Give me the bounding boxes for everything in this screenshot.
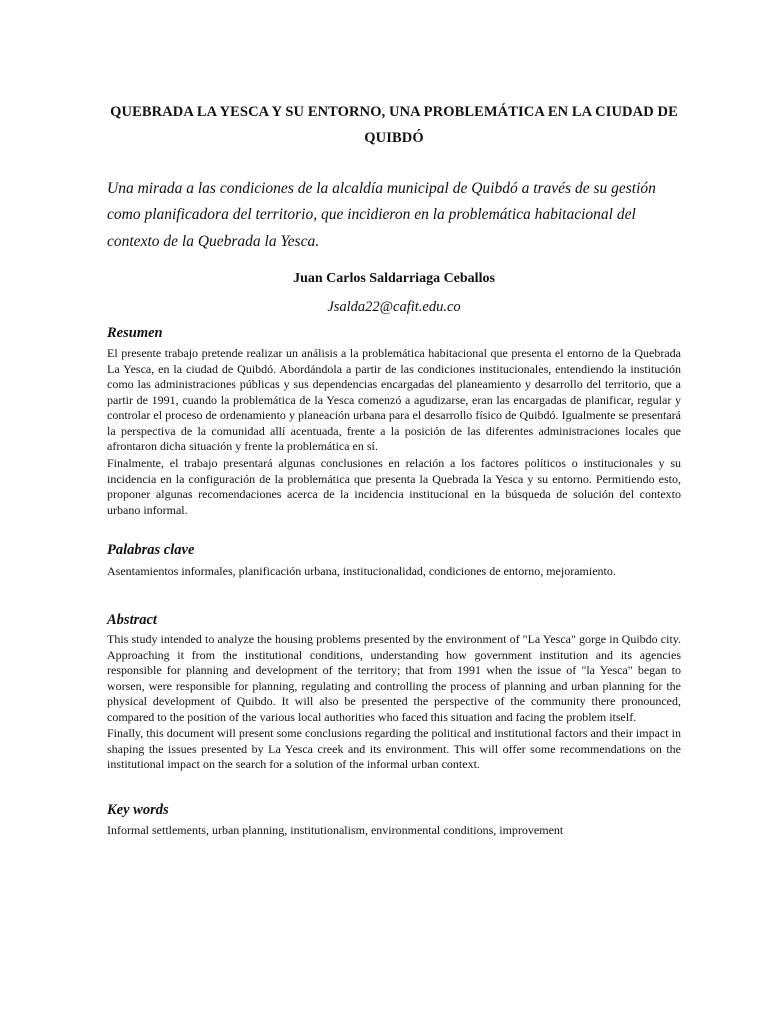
- resumen-paragraph-1: El presente trabajo pretende realizar un análisis a la problemática habitacional que presenta el entorno de la Quebrada La Yesca, en la ciudad de Quibdó. Abordándola a partir de las condiciones institucionales, entendiendo la institución como las administraciones públicas y sus dependencias encargadas del planeamiento y desarrollo del territorio, que a partir de 1991, cuando la problemática de la Yesca comenzó a agudizarse, eran las encargadas de planificar, regular y controlar el proceso de ordenamiento y planeación urbana para el desarrollo físico de Quibdó. Igualmente se presentará la perspectiva de la comunidad allí acentuada, frente a la posición de las diferentes administraciones locales que afrontaron dicha situación y frente la problemática en sí.: [107, 346, 681, 453]
- author-name: Juan Carlos Saldarriaga Ceballos: [293, 271, 495, 286]
- resumen-heading: Resumen: [107, 325, 163, 341]
- key-words-heading: Key words: [107, 802, 169, 818]
- palabras-clave-heading: Palabras clave: [107, 542, 195, 558]
- palabras-clave-text: Asentamientos informales, planificación urbana, institucionalidad, condiciones de entorno, mejoramiento.: [107, 564, 616, 578]
- document-title: QUEBRADA LA YESCA Y SU ENTORNO, UNA PROBLEMÁTICA EN LA CIUDAD DE QUIBDÓ: [110, 103, 678, 146]
- author-email: Jsalda22@cafit.edu.co: [327, 299, 461, 315]
- document-subtitle: Una mirada a las condiciones de la alcaldía municipal de Quibdó a través de su gestión como planificadora del territorio, que incidieron en la problemática habitacional del contexto de la Quebrada la Yesca.: [107, 179, 656, 250]
- abstract-heading: Abstract: [107, 612, 157, 628]
- resumen-paragraph-2: Finalmente, el trabajo presentará algunas conclusiones en relación a los factores políticos o institucionales y su incidencia en la configuración de la problemática que presenta la Quebrada la Yesca y su entorno. Permitiendo esto, proponer algunas recomendaciones acerca de la incidencia institucional en la búsqueda de solución del contexto urbano informal.: [107, 456, 681, 517]
- abstract-paragraph-2: Finally, this document will present some conclusions regarding the political and institutional factors and their impact in shaping the issues presented by La Yesca creek and its environment. This will offer some recommendations on the institutional impact on the search for a solution of the informal urban context.: [107, 726, 681, 771]
- key-words-text: Informal settlements, urban planning, institutionalism, environmental conditions, improvement: [107, 823, 564, 837]
- abstract-paragraph-1: This study intended to analyze the housing problems presented by the environment of "La Yesca" gorge in Quibdo city. Approaching it from the institutional conditions, understanding how government institution and its agencies responsible for planning and development of the territory; that from 1991 when the issue of "la Yesca" began to worsen, were responsible for planning, regulating and controlling the process of planning and urban planning for the physical development of Quibdo. It will also be presented the perspective of the community there pronounced, compared to the position of the various local authorities who faced this situation and facing the problem itself.: [107, 632, 681, 724]
